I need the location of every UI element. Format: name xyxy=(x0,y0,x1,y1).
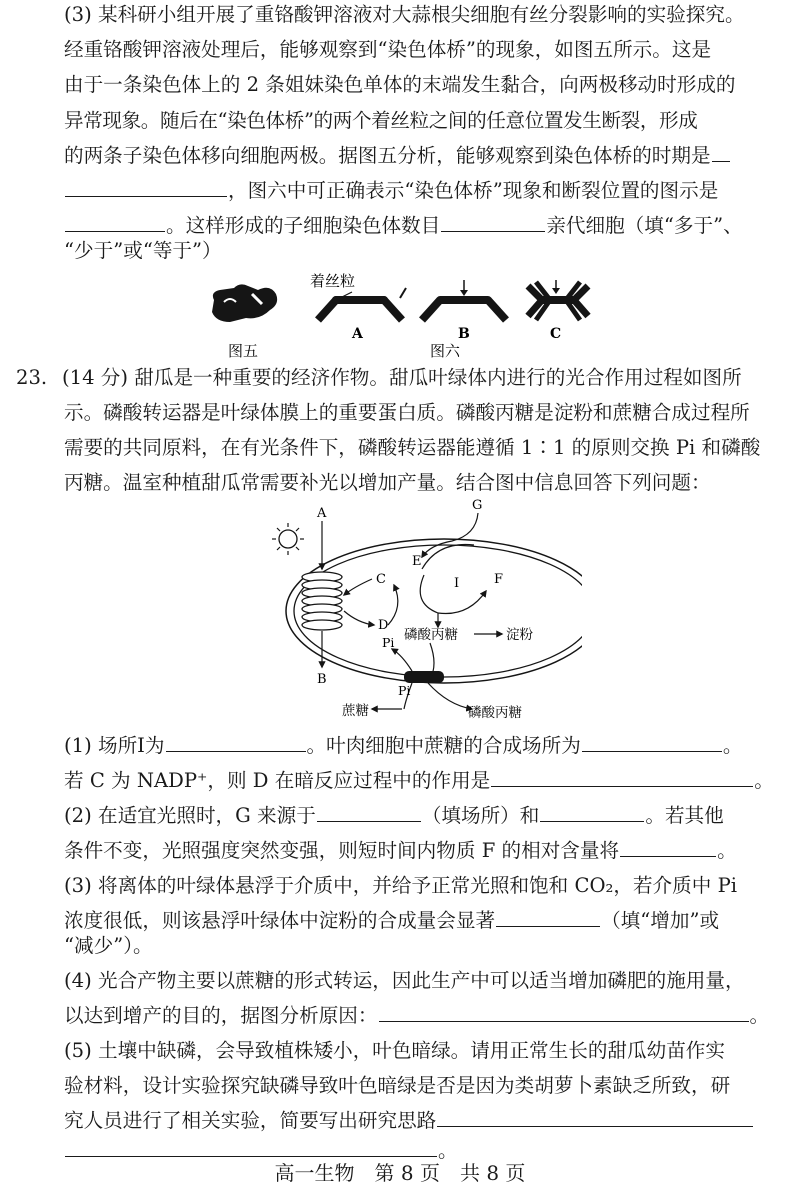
label-centromere: 着丝粒 xyxy=(310,272,356,290)
sub4-p2: 以达到增产的目的，据图分析原因： xyxy=(64,1004,378,1027)
q23-sub1-row1 xyxy=(64,733,800,759)
arrow-pi-inner xyxy=(392,649,412,671)
sub2-p2: （填场所）和 xyxy=(421,804,540,827)
q23-sub3-row2 xyxy=(64,908,800,934)
q22-3-line6: ，图六中可正确表示“染色体桥”现象和断裂位置的图示是 xyxy=(228,179,719,202)
q23-line2: 示。磷酸转运器是叶绿体膜上的重要蛋白质。磷酸丙糖是淀粉和蔗糖合成过程所 xyxy=(64,401,750,424)
label-e: E xyxy=(412,554,422,569)
sub3-p3: （填“增加”或 xyxy=(601,909,720,932)
answer-blank[interactable] xyxy=(65,1138,437,1157)
q23-sub5-row2: 验材料，设计实验探究缺磷导致叶色暗绿是否是因为类胡萝卜素缺乏所致，研 xyxy=(64,1074,731,1097)
q22-3-line7b: 亲代细胞（填“多于”、 xyxy=(546,214,743,237)
label-starch: 淀粉 xyxy=(506,627,533,643)
sub1-p5: 。 xyxy=(754,769,774,792)
q22-3-line4: 异常现象。随后在“染色体桥”的两个着丝粒之间的任意位置发生断裂，形成 xyxy=(64,109,698,132)
figure-5-caption: 图五 xyxy=(228,342,259,360)
sub1-p2: 。叶肉细胞中蔗糖的合成场所为 xyxy=(306,734,581,757)
arrow-g-in xyxy=(422,513,478,557)
q23-line1: (14 分) 甜瓜是一种重要的经济作物。甜瓜叶绿体内进行的光合作用过程如图所 xyxy=(62,366,742,389)
label-f: F xyxy=(494,572,504,587)
q23-sub2-row1 xyxy=(64,803,800,829)
figure-6-c-chromosome xyxy=(528,280,588,320)
label-c: C xyxy=(550,326,562,342)
label-i: I xyxy=(454,576,460,591)
label-d: D xyxy=(378,618,389,633)
answer-blank[interactable] xyxy=(496,908,600,927)
label-g: G xyxy=(472,498,483,513)
label-sucrose: 蔗糖 xyxy=(342,703,369,719)
label-b: B xyxy=(317,672,327,687)
figure-5-micrograph xyxy=(212,284,277,322)
arrow-d-to-cycle xyxy=(388,585,398,625)
chloroplast-diagram xyxy=(262,495,582,727)
sub4-p3: 。 xyxy=(749,1004,770,1027)
figure-6-a-chromosome xyxy=(318,288,406,320)
thylakoid-stack xyxy=(302,572,342,630)
label-c: C xyxy=(376,572,386,587)
sub1-p1: (1) 场所Ⅰ为 xyxy=(64,734,165,757)
figure-5-6 xyxy=(200,268,620,360)
q22-3-line7-row xyxy=(64,213,800,239)
answer-blank[interactable] xyxy=(379,1003,749,1022)
sub2-p5: 。 xyxy=(717,839,737,862)
figure-6-b-chromosome xyxy=(422,280,506,320)
sun-icon xyxy=(272,523,304,555)
q22-3-line3: 由于一条染色体上的 2 条姐妹染色单体的末端发生黏合，向两极移动时形成的 xyxy=(64,73,736,96)
answer-blank[interactable] xyxy=(540,803,644,822)
page-footer: 高一生物 第 8 页 共 8 页 xyxy=(274,1161,526,1185)
sub2-p3: 。若其他 xyxy=(645,804,724,827)
arrow-grana-to-d xyxy=(344,611,374,625)
q22-3-line5: 的两条子染色体移向细胞两极。据图五分析，能够观察到染色体桥的时期是 xyxy=(64,144,711,167)
q22-3-line6-row xyxy=(64,178,800,204)
cycle-arc-top xyxy=(422,545,474,570)
answer-blank[interactable] xyxy=(712,143,730,162)
label-pi-outer: Pi xyxy=(398,683,411,698)
q23-line4: 丙糖。温室种植甜瓜常需要补光以增加产量。结合图中信息回答下列问题： xyxy=(64,471,711,494)
sub5-p3: 究人员进行了相关实验，简要写出研究思路 xyxy=(64,1109,437,1132)
sub1-p4: 若 C 为 NADP⁺，则 D 在暗反应过程中的作用是 xyxy=(64,769,491,792)
figure-6-caption: 图六 xyxy=(430,342,461,360)
sub1-p3: 。 xyxy=(722,734,743,757)
q22-3-line5-row xyxy=(64,143,800,169)
q22-3-line2: 经重铬酸钾溶液处理后，能够观察到“染色体桥”的现象，如图五所示。这是 xyxy=(64,38,712,61)
answer-blank[interactable] xyxy=(437,1108,753,1127)
sub3-p2: 浓度很低，则该悬浮叶绿体中淀粉的合成量会显著 xyxy=(64,909,496,932)
sub5-p4: 。 xyxy=(438,1139,458,1162)
q23-sub1-row2 xyxy=(64,768,800,794)
answer-blank[interactable] xyxy=(317,803,421,822)
q23-sub4-row2 xyxy=(64,1003,800,1029)
break-arrow-icon xyxy=(400,288,406,298)
q22-3-line8: “少于”或“等于”） xyxy=(64,239,222,262)
q22-3-line1: (3) 某科研小组开展了重铬酸钾溶液对大蒜根尖细胞有丝分裂影响的实验探究。 xyxy=(64,3,745,26)
sub2-p1: (2) 在适宜光照时，G 来源于 xyxy=(64,804,316,827)
label-b: B xyxy=(458,326,470,342)
arrow-triose-out xyxy=(428,683,472,709)
label-pi-inner: Pi xyxy=(382,635,395,650)
arrow-c-to-grana xyxy=(344,579,372,595)
answer-blank[interactable] xyxy=(65,213,165,232)
label-triose-inner: 磷酸丙糖 xyxy=(404,627,458,643)
answer-blank[interactable] xyxy=(166,733,306,752)
label-a: A xyxy=(317,506,327,521)
q23-sub3-row3: “减少”）。 xyxy=(64,934,153,957)
q22-3-line7a: 。这样形成的子细胞染色体数目 xyxy=(166,214,441,237)
q23-sub2-row2 xyxy=(64,838,800,864)
q23-number: 23. xyxy=(16,366,48,389)
answer-blank[interactable] xyxy=(491,768,753,787)
label-a: A xyxy=(352,326,363,342)
q23-sub5-row3 xyxy=(64,1108,800,1134)
answer-blank[interactable] xyxy=(582,733,722,752)
answer-blank[interactable] xyxy=(441,213,545,232)
q23-sub5-row1: (5) 土壤中缺磷，会导致植株矮小，叶色暗绿。请用正常生长的甜瓜幼苗作实 xyxy=(64,1039,725,1062)
label-triose-outer: 磷酸丙糖 xyxy=(468,705,522,721)
answer-blank[interactable] xyxy=(620,838,716,857)
q23-line3: 需要的共同原料，在有光条件下，磷酸转运器能遵循 1∶1 的原则交换 Pi 和磷酸 xyxy=(64,436,761,459)
sub2-p4: 条件不变，光照强度突然变强，则短时间内物质 F 的相对含量将 xyxy=(64,839,620,862)
q23-sub4-row1: (4) 光合产物主要以蔗糖的形式转运，因此生产中可以适当增加磷肥的施用量， xyxy=(64,969,745,992)
q23-sub3-row1: (3) 将离体的叶绿体悬浮于介质中，并给予正常光照和饱和 CO₂，若介质中 Pi xyxy=(64,874,738,897)
answer-blank[interactable] xyxy=(65,178,227,197)
phosphate-transporter xyxy=(404,671,444,683)
